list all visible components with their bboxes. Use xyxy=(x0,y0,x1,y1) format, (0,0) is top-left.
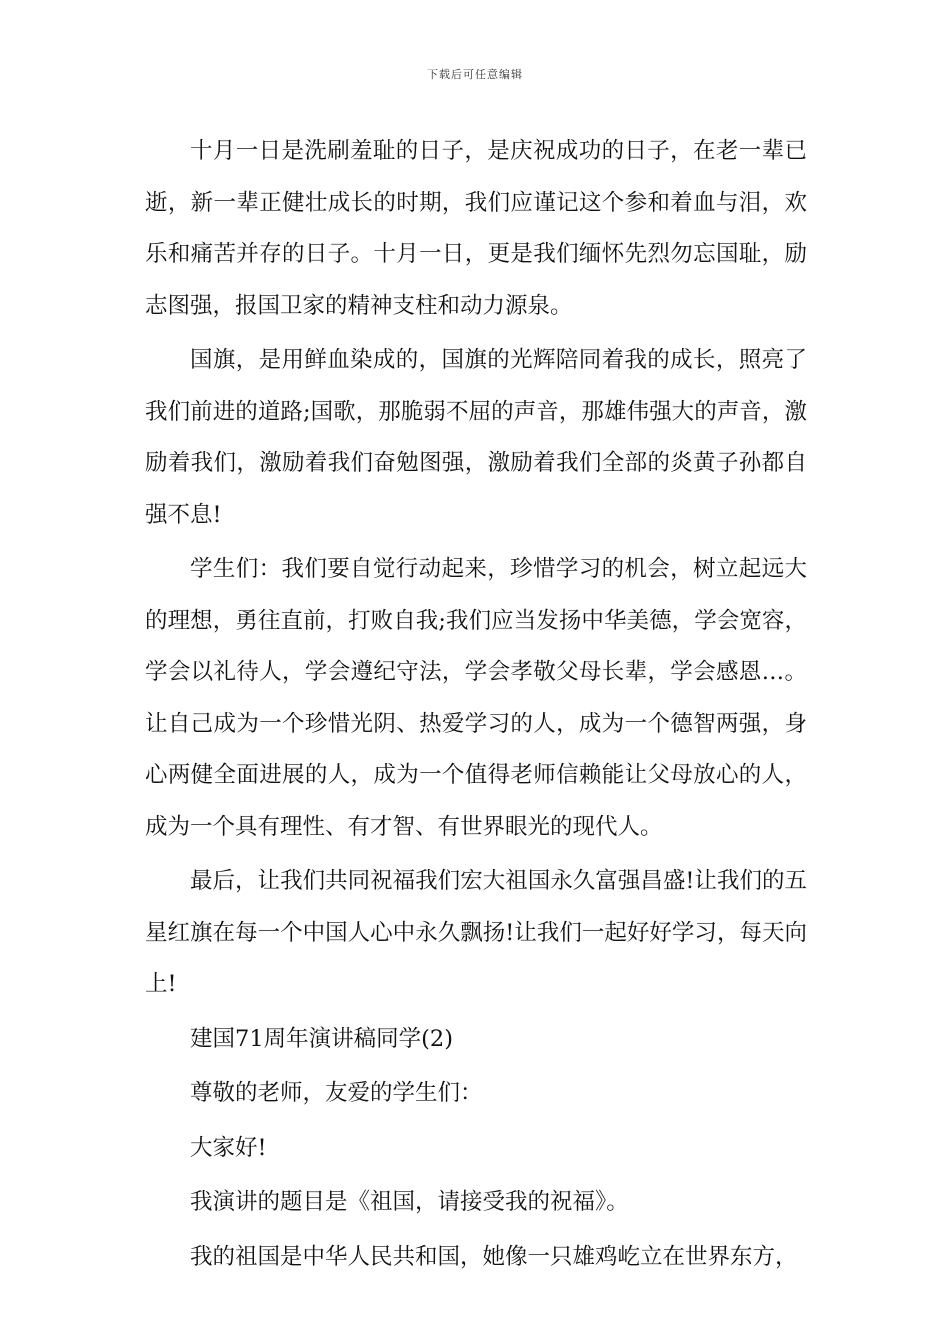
speech-title: 建国71周年演讲稿同学(2) xyxy=(190,1025,454,1052)
salutation: 尊敬的老师，友爱的学生们： xyxy=(190,1080,483,1106)
paragraph-motherland: 我的祖国是中华人民共和国，她像一只雄鸡屹立在世界东方， xyxy=(190,1243,798,1270)
paragraph-national-day: 十月一日是洗刷羞耻的日子，是庆祝成功的日子，在老一辈已逝，新一辈正健壮成长的时期，我们应谨记这个参和着血与泪，欢乐和痛苦并存的日子。十月一日，更是我们缅怀先烈勿忘国耻，励志图强，报国卫家的精神支柱和动力源泉。 xyxy=(145,138,807,319)
paragraph-students: 学生们：我们要自觉行动起来，珍惜学习的机会，树立起远大的理想，勇往直前，打败自我;我们应当发扬中华美德，学会宽容，学会以礼待人，学会遵纪守法，学会孝敬父母长辈，学会感恩…。让自己成为一个珍惜光阴、热爱学习的人，成为一个德智两强，身心两健全面进展的人，成为一个值得老师信赖能让父母放心的人，成为一个具有理性、有才智、有世界眼光的现代人。 xyxy=(145,556,807,840)
document-body xyxy=(145,126,807,1283)
greeting: 大家好! xyxy=(190,1134,267,1161)
paragraph-national-flag: 国旗，是用鲜血染成的，国旗的光辉陪同着我的成长，照亮了我们前进的道路;国歌，那脆弱不屈的声音，那雄伟强大的声音，激励着我们，激励着我们奋勉图强，激励着我们全部的炎黄子孙都自强不息! xyxy=(145,347,807,528)
speech-topic: 我演讲的题目是《祖国，请接受我的祝福》。 xyxy=(190,1189,629,1215)
header-note: 下载后可任意编辑 xyxy=(427,68,523,81)
paragraph-closing: 最后，让我们共同祝福我们宏大祖国永久富强昌盛!让我们的五星红旗在每一个中国人心中永久飘扬!让我们一起好好学习，每天向上! xyxy=(145,868,807,997)
